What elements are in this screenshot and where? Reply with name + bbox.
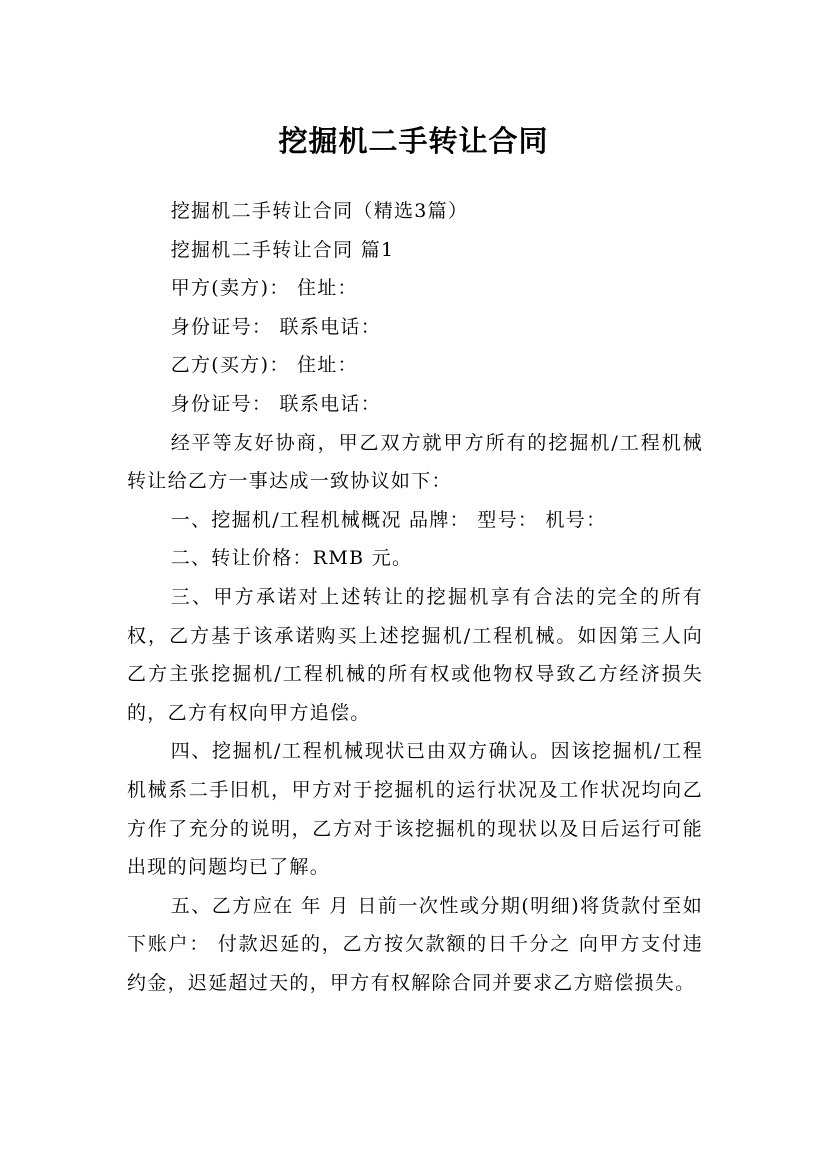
paragraph-party-b-address: 乙方(买方)： 住址： — [170, 354, 358, 377]
paragraph-clause-3: 三、甲方承诺对上述转让的挖掘机享有合法的完全的所有权，乙方基于该承诺购买上述挖掘机/工程机械。如因第三人向乙方主张挖掘机/工程机械的所有权或他物权导致乙方经济损失的，乙方有权向甲方追偿。 — [127, 585, 703, 724]
document-body — [127, 192, 703, 1002]
paragraph-clause-4: 四、挖掘机/工程机械现状已由双方确认。因该挖掘机/工程机械系二手旧机，甲方对于挖掘机的运行状况及工作状况均向乙方作了充分的说明，乙方对于该挖掘机的现状以及日后运行可能出现的问题均已了解。 — [127, 740, 703, 879]
paragraph-party-b-id-phone: 身份证号： 联系电话： — [170, 392, 382, 415]
paragraph-clause-5: 五、乙方应在 年 月 日前一次性或分期(明细)将货款付至如下账户： 付款迟延的，乙方按欠款额的日千分之 向甲方支付违约金，迟延超过天的，甲方有权解除合同并要求乙方赔偿损失。 — [127, 894, 703, 994]
paragraph-preamble: 经平等友好协商，甲乙双方就甲方所有的挖掘机/工程机械转让给乙方一事达成一致协议如下： — [127, 431, 703, 493]
paragraph-clause-1: 一、挖掘机/工程机械概况 品牌： 型号： 机号： — [170, 508, 607, 531]
paragraph-party-a-address: 甲方(卖方)： 住址： — [170, 277, 358, 300]
paragraph-clause-2: 二、转让价格：RMB 元。 — [170, 547, 413, 570]
paragraph-section-heading: 挖掘机二手转让合同 篇1 — [170, 238, 395, 261]
document-title: 挖掘机二手转让合同 — [278, 124, 549, 159]
paragraph-party-a-id-phone: 身份证号： 联系电话： — [170, 315, 382, 338]
paragraph-subtitle: 挖掘机二手转让合同（精选3篇） — [170, 200, 469, 222]
